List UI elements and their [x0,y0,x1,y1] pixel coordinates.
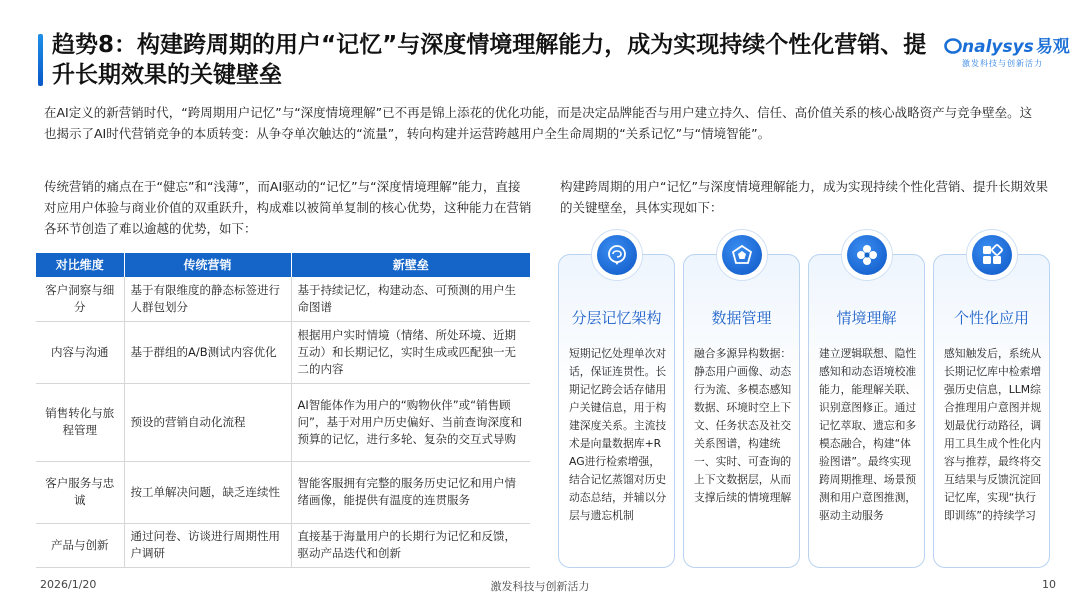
card-icon-wrap [966,229,1018,281]
card-title: 个性化应用 [953,309,1029,327]
card-body: 融合多源异构数据：静态用户画像、动态行为流、多模态感知数据、环境时空上下文、任务状态及社交关系图谱，构建统一、实时、可查询的上下文数据层，从而支撑后续的情境理解 [694,347,792,504]
logo-wordmark [944,32,1070,57]
card-title: 情境理解 [836,309,897,327]
left-paragraph: 传统营销的痛点在于“健忘”和“浅薄”，而AI驱动的“记忆”与“深度情境理解”能力，直接对应用户体验与商业价值的双重跃升，构成难以被简单复制的核心优势，这种能力在营销各环节创造了难以逾越的优势，如下： [44,179,532,236]
table-cell-dimension: 产品与创新 [36,523,124,567]
table-cell-dimension: 客户服务与忠诚 [36,461,124,523]
table-cell-traditional: 基于有限维度的静态标签进行人群包划分 [124,277,291,321]
card-icon-wrap [716,229,768,281]
title-accent-bar [38,34,43,86]
card-context-understanding [808,254,925,568]
logo-tagline: 激发科技与创新活力 [962,59,1043,68]
footer-date: 2026/1/20 [40,578,97,591]
page-title: 趋势8：构建跨周期的用户“记忆”与深度情境理解能力，成为实现持续个性化营销、提升长期效果的关键壁垒 [52,32,927,88]
card-icon-wrap [591,229,643,281]
table-cell-dimension: 客户洞察与细分 [36,277,124,321]
grid-blocks-icon [980,243,1004,267]
table-header-traditional: 传统营销 [124,253,291,277]
logo-a-icon [944,38,962,54]
brain-icon [605,243,629,267]
table-cell-traditional: 基于群组的A/B测试内容优化 [124,321,291,383]
table-row [36,461,530,523]
card-body: 建立逻辑联想、隐性感知和动态语境校准能力，能理解关联、识别意图修正。通过记忆萃取、遗忘和多模态融合，构建“体验图谱”。最终实现跨周期推理、场景预测和用户意图推测，驱动主动服务 [819,347,917,522]
table-cell-new-barrier: 基于持续记忆，构建动态、可预测的用户生命图谱 [291,277,530,321]
analysys-logo [944,32,1070,72]
table-row [36,321,530,383]
card-data-management [683,254,800,568]
logo-cn-text: 易观 [1035,37,1070,57]
table-cell-traditional: 预设的营销自动化流程 [124,383,291,461]
table-row [36,277,530,321]
table-row [36,383,530,461]
implementation-cards [558,254,1050,568]
right-paragraph: 构建跨周期的用户“记忆”与深度情境理解能力，成为实现持续个性化营销、提升长期效果的关键壁垒，具体实现如下： [560,179,1048,215]
card-title: 分层记忆架构 [571,309,662,327]
card-layered-memory [558,254,675,568]
flower-icon [855,243,879,267]
table-cell-new-barrier: 直接基于海量用户的长期行为记忆和反馈，驱动产品迭代和创新 [291,523,530,567]
polygon-chart-icon [730,243,754,267]
card-body: 感知触发后，系统从长期记忆库中检索增强历史信息，LLM综合推理用户意图并规划最优行动路径，调用工具生成个性化内容与推荐，最终将交互结果与反馈沉淀回记忆库，实现“执行即训练”的持续学习 [944,347,1042,522]
table-cell-dimension: 销售转化与旅程管理 [36,383,124,461]
page-number: 10 [1042,578,1056,591]
card-personalized-application [933,254,1050,568]
footer-tagline: 激发科技与创新活力 [490,580,590,593]
card-icon-wrap [841,229,893,281]
intro-paragraph: 在AI定义的新营销时代，“跨周期用户记忆”与“深度情境理解”已不再是锦上添花的优化功能，而是决定品牌能否与用户建立持久、信任、高价值关系的核心战略资产与竞争壁垒。这也揭示了AI时代营销竞争的本质转变：从争夺单次触达的“流量”，转向构建并运营跨越用户全生命周期的“关系记忆”与“情境智能”。 [44,105,1033,141]
table-cell-new-barrier: 根据用户实时情境（情绪、所处环境、近期互动）和长期记忆，实时生成或匹配独一无二的内容 [291,321,530,383]
table-header-new-barrier: 新壁垒 [291,253,530,277]
table-cell-new-barrier: AI智能体作为用户的“购物伙伴”或“销售顾问”，基于对用户历史偏好、当前查询深度和预算的记忆，进行多轮、复杂的交互式导购 [291,383,530,461]
comparison-table [36,253,530,568]
table-cell-traditional: 通过问卷、访谈进行周期性用户调研 [124,523,291,567]
table-cell-dimension: 内容与沟通 [36,321,124,383]
table-header-row [36,253,530,277]
card-body: 短期记忆处理单次对话，保证连贯性。长期记忆跨会话存储用户关键信息，用于构建深度关系。主流技术是向量数据库+RAG进行检索增强，结合记忆蒸馏对历史动态总结，并辅以分层与遗忘机制 [569,347,667,522]
table-cell-traditional: 按工单解决问题，缺乏连续性 [124,461,291,523]
table-cell-new-barrier: 智能客服拥有完整的服务历史记忆和用户情绪画像，能提供有温度的连贯服务 [291,461,530,523]
table-header-dimension: 对比维度 [36,253,124,277]
card-title: 数据管理 [711,309,772,327]
logo-text: nalysys [962,37,1034,57]
table-row [36,523,530,567]
